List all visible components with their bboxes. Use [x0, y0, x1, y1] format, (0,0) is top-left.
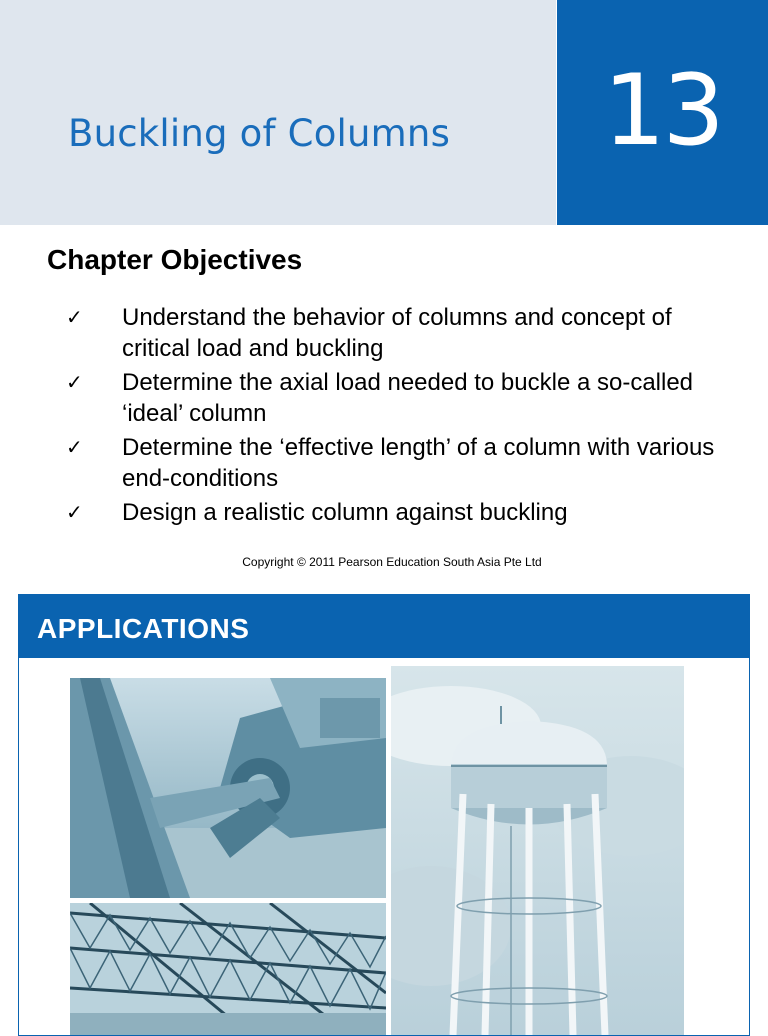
- chapter-title: Buckling of Columns: [68, 112, 451, 155]
- water-tower-photo: [391, 666, 684, 1035]
- applications-panel: [18, 594, 750, 1036]
- copyright-notice: Copyright © 2011 Pearson Education South Asia Pte Ltd: [242, 555, 542, 569]
- objective-item: [60, 302, 740, 364]
- applications-header: [19, 595, 749, 658]
- objective-item: [60, 497, 740, 528]
- chapter-number: 13: [603, 54, 722, 168]
- objective-text: Design a realistic column against buckling: [122, 499, 568, 526]
- chapter-number-box: [557, 0, 768, 225]
- truss-roof-photo: [70, 903, 386, 1035]
- checkmark-icon: ✓: [66, 435, 83, 459]
- objective-item: [60, 432, 740, 494]
- objective-text: Determine the axial load needed to buckle a so-called ‘ideal’ column: [122, 369, 694, 427]
- objective-text: Determine the ‘effective length’ of a column with various end-conditions: [122, 434, 715, 492]
- objectives-list: [60, 302, 740, 531]
- objectives-heading: Chapter Objectives: [47, 244, 303, 275]
- objective-text: Understand the behavior of columns and concept of critical load and buckling: [122, 304, 672, 362]
- checkmark-icon: ✓: [66, 305, 83, 329]
- chapter-header-band: [0, 0, 556, 225]
- objective-item: [60, 367, 740, 429]
- applications-title: APPLICATIONS: [37, 613, 250, 644]
- checkmark-icon: ✓: [66, 370, 83, 394]
- machinery-photo: [70, 678, 386, 898]
- checkmark-icon: ✓: [66, 500, 83, 524]
